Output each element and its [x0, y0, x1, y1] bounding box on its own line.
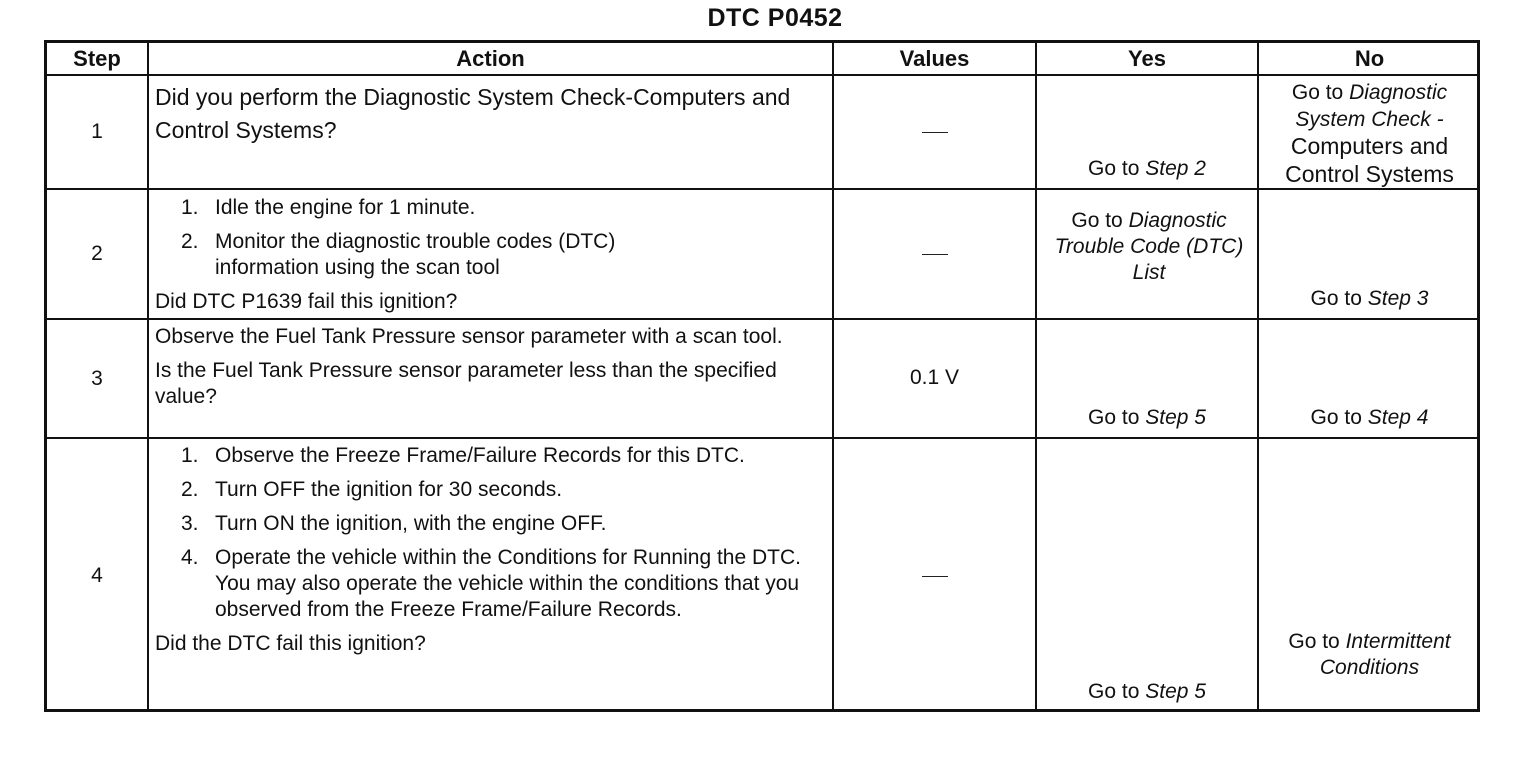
action-item: 1. Idle the engine for 1 minute. — [181, 196, 476, 219]
action-item: 2. Turn OFF the ignition for 30 seconds. — [181, 478, 563, 501]
em-dash — [922, 254, 948, 256]
no-prefix: Go to — [1310, 287, 1362, 310]
action-item: 2. Monitor the diagnostic trouble codes (DTC) information using the scan tool — [181, 230, 616, 279]
action-list — [155, 195, 827, 281]
action-item: 3. Turn ON the ignition, with the engine OFF. — [181, 512, 607, 535]
header-action: Action — [456, 46, 525, 71]
step-number: 1 — [91, 120, 103, 143]
action-item: 4. Operate the vehicle within the Conditions for Running the DTC. You may also operate the vehicle within the conditions that you observed from the Freeze Frame/Failure Records. — [181, 546, 801, 621]
header-no: No — [1354, 46, 1385, 71]
em-dash — [922, 576, 948, 578]
yes-link[interactable]: Diagnostic Trouble Code (DTC) List — [1054, 209, 1244, 284]
yes-link[interactable]: Step 5 — [1145, 680, 1206, 703]
action-cell — [155, 195, 827, 315]
no-rest: Computers and Control Systems — [1285, 133, 1454, 187]
yes-cell — [1037, 679, 1257, 705]
yes-prefix: Go to — [1071, 209, 1123, 232]
step-number: 4 — [91, 564, 103, 587]
row-divider — [47, 437, 1477, 439]
page-title: DTC P0452 — [707, 4, 843, 32]
yes-prefix: Go to — [1088, 680, 1140, 703]
no-link[interactable]: Diagnostic System Check - — [1295, 81, 1448, 131]
value-cell — [834, 241, 1035, 267]
header-yes: Yes — [1128, 46, 1166, 71]
no-cell — [1259, 405, 1480, 431]
action-question: Is the Fuel Tank Pressure sensor parameter less than the specified value? — [155, 359, 777, 408]
yes-prefix: Go to — [1088, 157, 1140, 180]
step-number: 2 — [91, 242, 103, 265]
yes-prefix: Go to — [1088, 406, 1140, 429]
dtc-table — [44, 40, 1480, 712]
no-prefix: Go to — [1291, 81, 1344, 104]
action-question: Did the DTC fail this ignition? — [155, 632, 426, 655]
header-values: Values — [899, 46, 970, 71]
step-number: 3 — [91, 367, 103, 390]
action-text: Observe the Fuel Tank Pressure sensor parameter with a scan tool. — [155, 325, 783, 348]
no-link[interactable]: Intermittent Conditions — [1319, 630, 1451, 679]
em-dash — [922, 132, 948, 134]
no-prefix: Go to — [1310, 406, 1362, 429]
no-cell — [1259, 79, 1480, 189]
no-cell — [1259, 286, 1480, 312]
yes-link[interactable]: Step 2 — [1145, 157, 1206, 180]
action-text: Did you perform the Diagnostic System Check-Computers and Control Systems? — [155, 84, 791, 143]
action-cell — [155, 324, 827, 410]
yes-link[interactable]: Step 5 — [1145, 406, 1206, 429]
action-question: Did DTC P1639 fail this ignition? — [155, 290, 458, 313]
column-divider — [1035, 43, 1037, 709]
value-cell — [834, 563, 1035, 589]
no-prefix: Go to — [1288, 630, 1340, 653]
header-step: Step — [73, 46, 121, 71]
value-cell — [834, 119, 1035, 145]
row-divider — [47, 318, 1477, 320]
action-cell — [155, 443, 827, 657]
action-list — [155, 443, 827, 623]
action-item: 1. Observe the Freeze Frame/Failure Records for this DTC. — [181, 444, 745, 467]
no-link[interactable]: Step 3 — [1367, 287, 1429, 310]
column-divider — [147, 43, 149, 709]
yes-cell — [1037, 405, 1257, 431]
yes-cell — [1037, 156, 1257, 182]
yes-cell — [1051, 208, 1247, 286]
no-cell — [1259, 629, 1480, 681]
value-cell: 0.1 V — [909, 366, 960, 389]
row-divider — [47, 74, 1477, 76]
no-link[interactable]: Step 4 — [1367, 406, 1429, 429]
